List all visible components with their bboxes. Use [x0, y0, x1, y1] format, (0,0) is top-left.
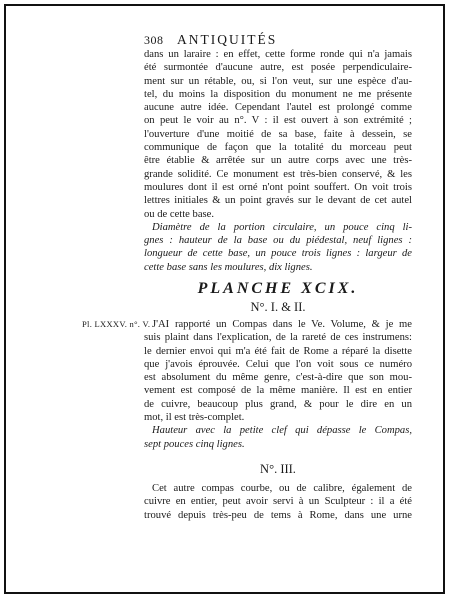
text-line: ou de cette base.	[144, 208, 215, 220]
text-line: grande solidité. Ce monument est très-bien conservé, & les	[144, 168, 412, 180]
italic-line: sept pouces cinq lignes.	[144, 438, 245, 450]
margin-note: Pl. LXXXV. n°. V.	[82, 319, 151, 329]
section-1-body	[144, 48, 412, 274]
text-line: communique de façon que la totalité du morceau peut	[144, 142, 412, 154]
text-line: être établie & arrêtée sur un autre corps avec une très-	[144, 155, 412, 167]
text-line: Cet autre compas courbe, ou de calibre, également de	[152, 483, 412, 494]
text-line: trouvé depuis très-peu de tems à Rome, dans une urne	[144, 509, 412, 521]
italic-line: gnes : hauteur de la base ou du piédestal, neuf lignes :	[144, 235, 412, 247]
text-line: J'AI rapporté un Compas dans le Ve. Volume, & je me	[152, 319, 412, 330]
text-line: moulures dont il est orné n'ont point souffert. On voit trois	[144, 181, 412, 193]
page-header	[144, 32, 404, 48]
section-2-body	[144, 318, 412, 451]
text-line: tel, du moins la disposition du monument ne me présente	[144, 88, 412, 100]
section-3-subhead: N°. III.	[260, 462, 296, 476]
text-line: suis plaint dans l'explication, de la rareté de ces instrumens:	[144, 332, 412, 344]
text-line: vement est composé de la même manière. Il est en entier	[144, 385, 412, 397]
text-line: cuivre en entier, peut avoir servi à un Sculpteur : il a été	[144, 496, 412, 508]
text-line: lettres initiales & un point gravés sur le devant de cet autel	[144, 195, 412, 207]
text-line: ment sur un rétable, ou, si l'on veut, sur une espèce d'au-	[144, 75, 412, 87]
text-line: que j'avois éprouvée. Celui que l'on voit sous ce numéro	[144, 358, 412, 370]
italic-line: Hauteur avec la petite clef qui dépasse le Compas,	[152, 425, 412, 437]
plate-title: PLANCHE XCIX.	[197, 280, 359, 297]
text-line: dans un laraire : en effet, cette forme ronde qui n'a jamais	[144, 49, 412, 60]
text-line: mot, il est très-complet.	[144, 412, 245, 424]
text-line: est absolument du même genre, c'est-à-dire que son mou-	[144, 372, 412, 384]
text-line: été surmontée d'aucune autre, est posée perpendiculaire-	[144, 62, 412, 74]
running-title: ANTIQUITÉS	[177, 32, 278, 47]
text-line: le dernier envoi qui m'a été fait de Rome a réparé la disette	[144, 345, 412, 357]
plate-subhead: N°. I. & II.	[250, 300, 306, 314]
italic-line: cette base sans les moulures, dix lignes.	[144, 261, 313, 273]
page-number: 308	[144, 33, 164, 47]
italic-line: longueur de cette base, un pouce trois lignes : largeur de	[144, 248, 412, 260]
italic-line: Diamètre de la portion circulaire, un pouce cinq li-	[152, 221, 412, 233]
text-line: l'ouverture d'une moitié de sa base, faite à dessein, se	[144, 128, 412, 140]
text-line: on peut le voir au n°. V : il est ouvert à son extrémité ;	[144, 115, 412, 127]
section-3-body	[144, 482, 412, 522]
text-line: de cuivre, beaucoup plus grand, & pour le dire en un	[144, 398, 412, 410]
text-line: aucune autre idée. Cependant l'autel est prolongé comme	[144, 102, 412, 114]
